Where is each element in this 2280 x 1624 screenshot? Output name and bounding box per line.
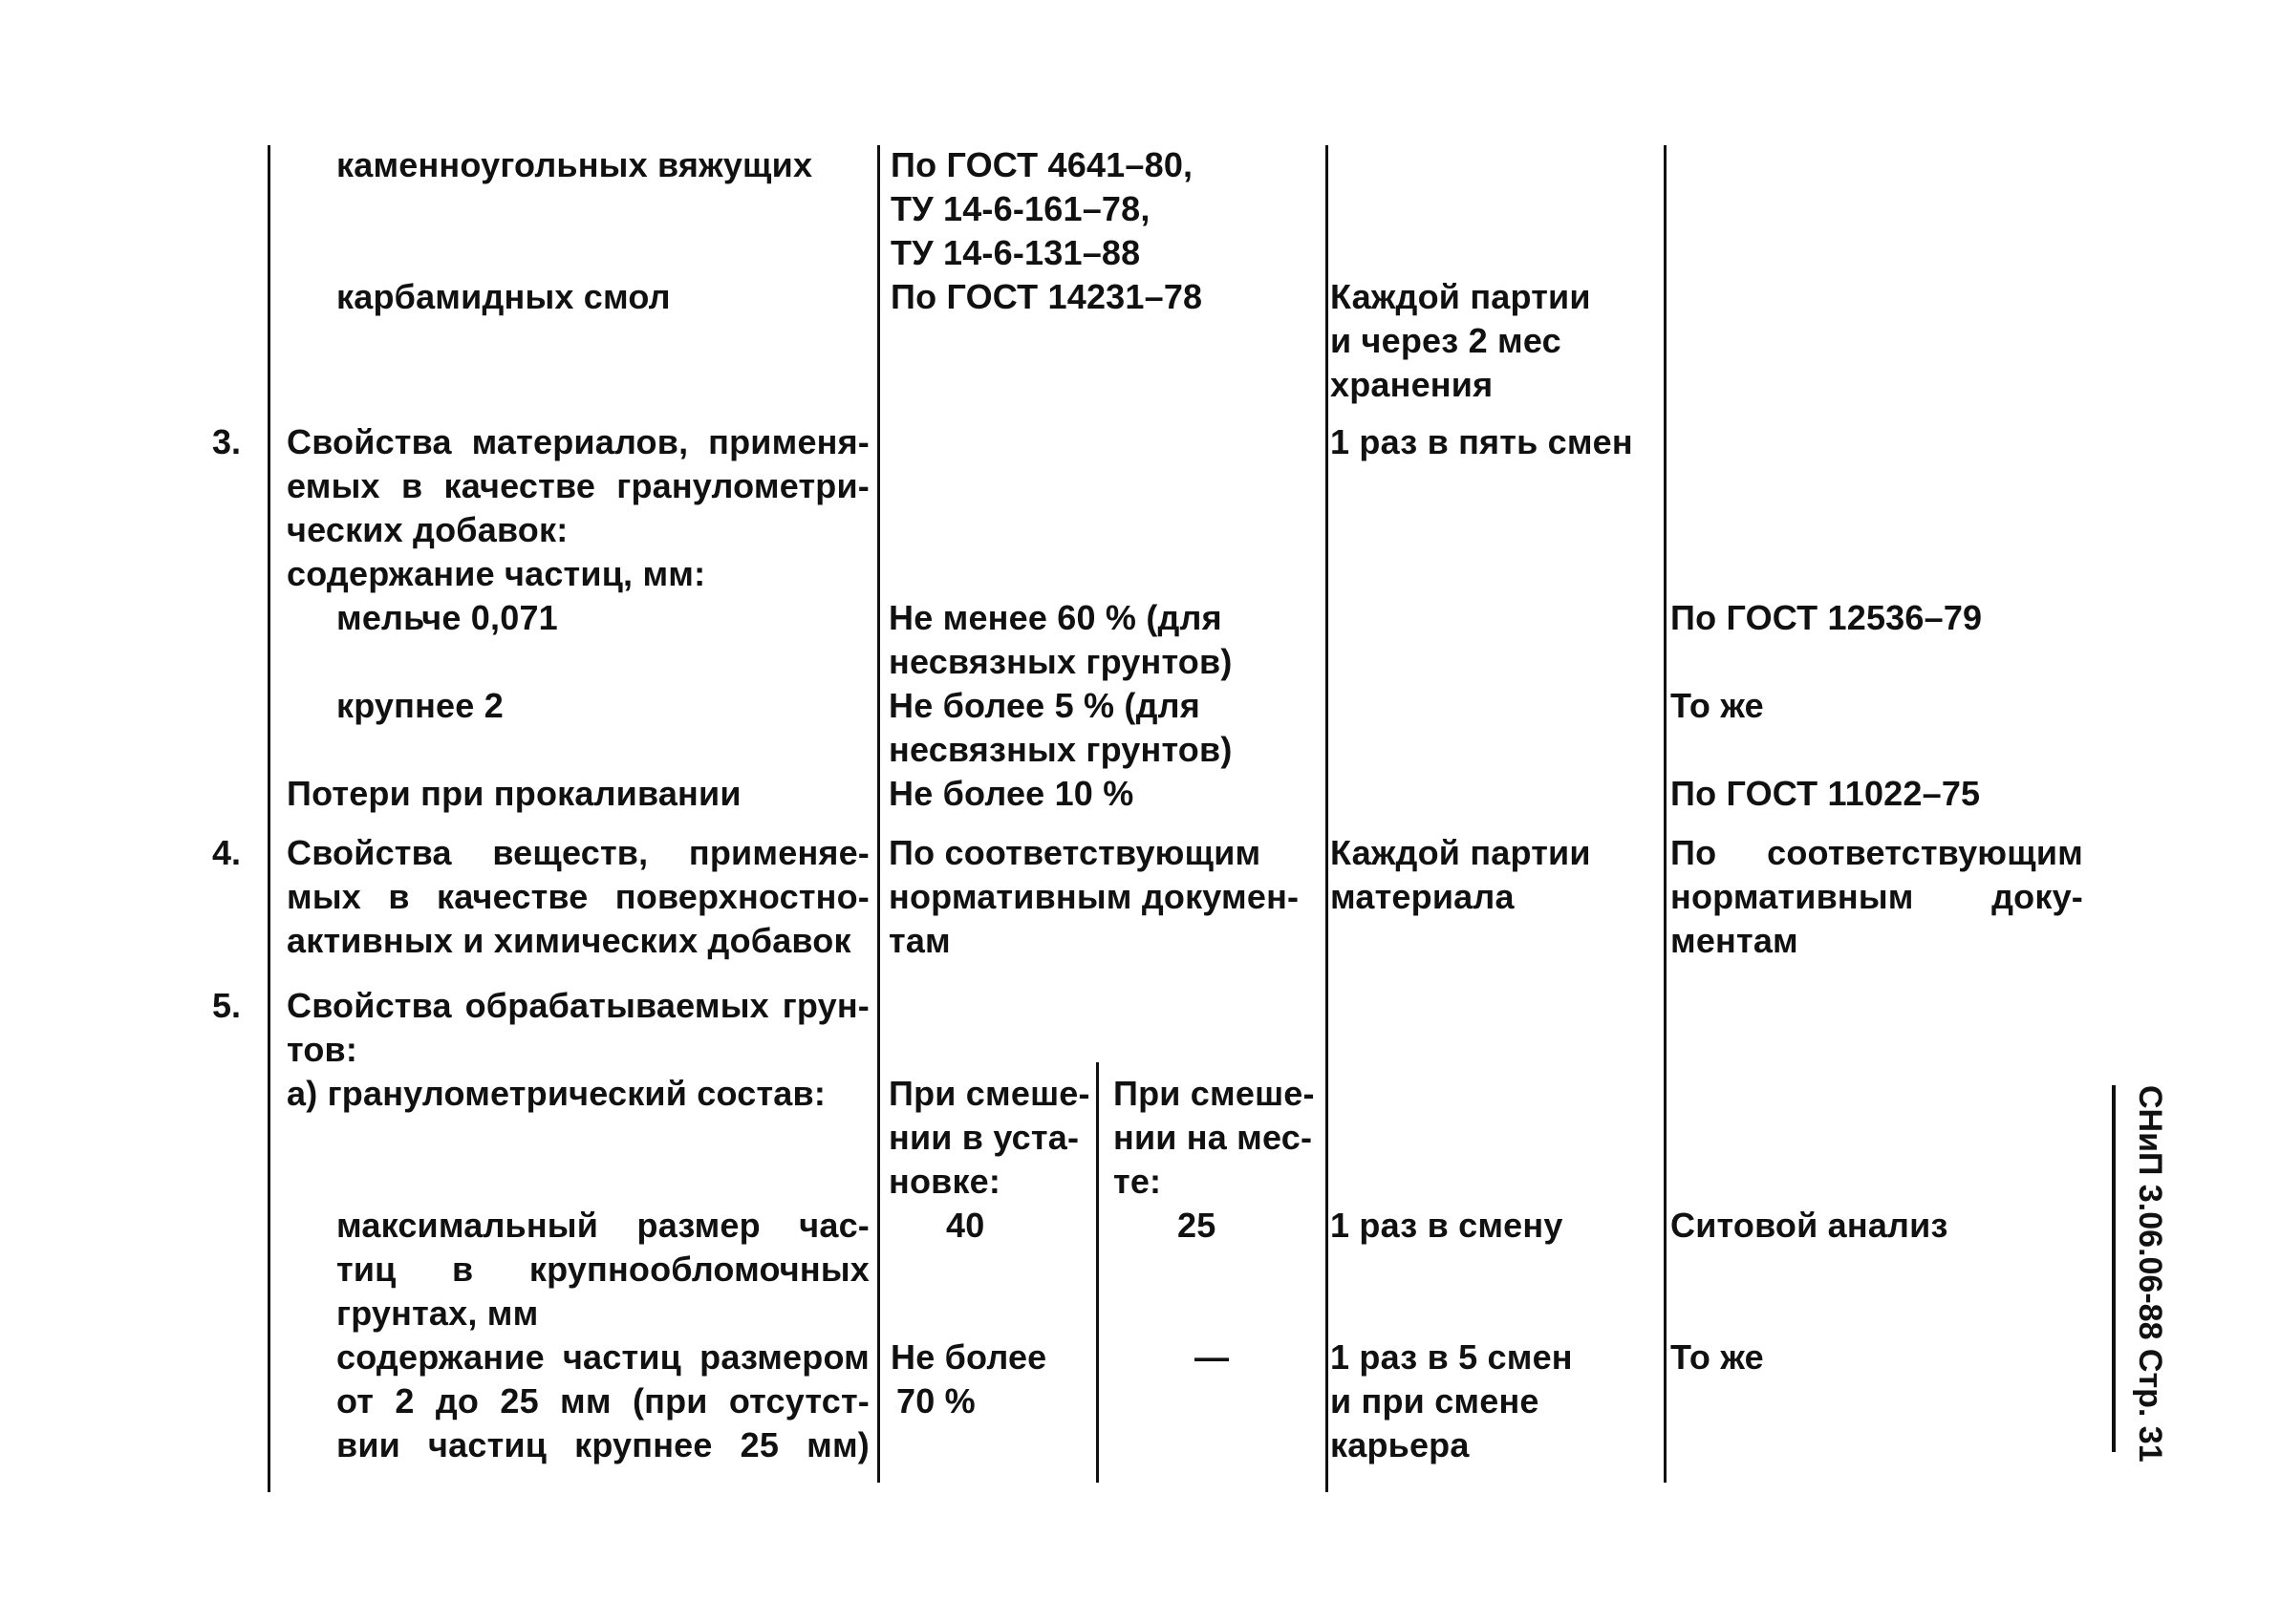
row-label: карбамидных смол [336,277,671,316]
row-label: содержание частиц, мм: [287,554,706,593]
method-text: По ГОСТ 12536–79 [1670,598,1983,637]
requirement-text: По ГОСТ 14231–78 [891,277,1203,316]
table-rule-left [268,145,270,1492]
row-label: емых в качестве гранулометри- [287,466,870,505]
requirement-text: несвязных грунтов) [889,730,1233,769]
row-label: крупнее 2 [336,686,504,725]
row-label: Свойства обрабатываемых грун- [287,986,870,1025]
requirement-text: несвязных грунтов) [889,642,1233,681]
table-rule-split [1096,1062,1099,1483]
requirement-text: ТУ 14-6-161–78, [891,189,1151,228]
method-text: Ситовой анализ [1670,1206,1948,1245]
requirement-text: По соответствующим [889,833,1261,872]
frequency-text: Каждой партии [1330,277,1591,316]
subheader-install: При смеше- [889,1074,1090,1113]
row-label: вии частиц крупнее 25 мм) [336,1425,870,1464]
requirement-text: По ГОСТ 4641–80, [891,145,1194,184]
value-site: — [1194,1337,1230,1377]
table-rule-frequency [1664,145,1667,1483]
frequency-text: материала [1330,877,1515,916]
row-label: тиц в крупнообломочных [336,1250,870,1289]
requirement-text: нормативным докумен- [889,877,1300,916]
requirement-text: Не менее 60 % (для [889,598,1222,637]
row-number: 3. [212,422,242,461]
subheader-install: новке: [889,1162,1001,1201]
row-label: активных и химических добавок [287,921,851,960]
row-label: Свойства веществ, применяе- [287,833,870,872]
value-install: 70 % [896,1381,976,1421]
method-text: нормативным доку- [1670,877,2083,916]
frequency-text: хранения [1330,365,1494,404]
table-rule-requirement [1325,145,1328,1492]
row-label: каменноугольных вяжущих [336,145,813,184]
frequency-text: 1 раз в смену [1330,1206,1563,1245]
method-text: По ГОСТ 11022–75 [1670,774,1981,813]
method-text: То же [1670,686,1764,725]
requirement-text: ТУ 14-6-131–88 [891,233,1141,272]
frequency-text: и при смене [1330,1381,1539,1421]
row-label: мельче 0,071 [336,598,558,637]
row-label: Свойства материалов, применя- [287,422,870,461]
table-rule-label [877,145,880,1483]
subheader-site: нии на мес- [1113,1118,1313,1157]
frequency-text: Каждой партии [1330,833,1591,872]
page-side-label: СНиП 3.06.06-88 Стр. 31 [2112,1085,2175,1452]
requirement-text: там [889,921,951,960]
frequency-text: 1 раз в пять смен [1330,422,1633,461]
subheader-site: При смеше- [1113,1074,1315,1113]
row-label: максимальный размер час- [336,1206,870,1245]
subheader-install: нии в уста- [889,1118,1080,1157]
row-number: 5. [212,986,242,1025]
requirement-text: Не более 5 % (для [889,686,1200,725]
value-install: 40 [946,1206,985,1245]
frequency-text: карьера [1330,1425,1470,1464]
requirement-text: Не более 10 % [889,774,1134,813]
row-label: содержание частиц размером [336,1337,870,1377]
row-label: Потери при прокаливании [287,774,742,813]
row-label: от 2 до 25 мм (при отсутст- [336,1381,870,1421]
row-number: 4. [212,833,242,872]
value-site: 25 [1177,1206,1216,1245]
value-install: Не более [891,1337,1047,1377]
method-text: По соответствующим [1670,833,2083,872]
row-label: тов: [287,1030,358,1069]
frequency-text: 1 раз в 5 смен [1330,1337,1573,1377]
row-label: ческих добавок: [287,510,569,549]
method-text: ментам [1670,921,1798,960]
row-label: а) гранулометрический состав: [287,1074,827,1113]
frequency-text: и через 2 мес [1330,321,1561,360]
subheader-site: те: [1113,1162,1162,1201]
method-text: То же [1670,1337,1764,1377]
row-label: грунтах, мм [336,1293,539,1333]
row-label: мых в качестве поверхностно- [287,877,870,916]
